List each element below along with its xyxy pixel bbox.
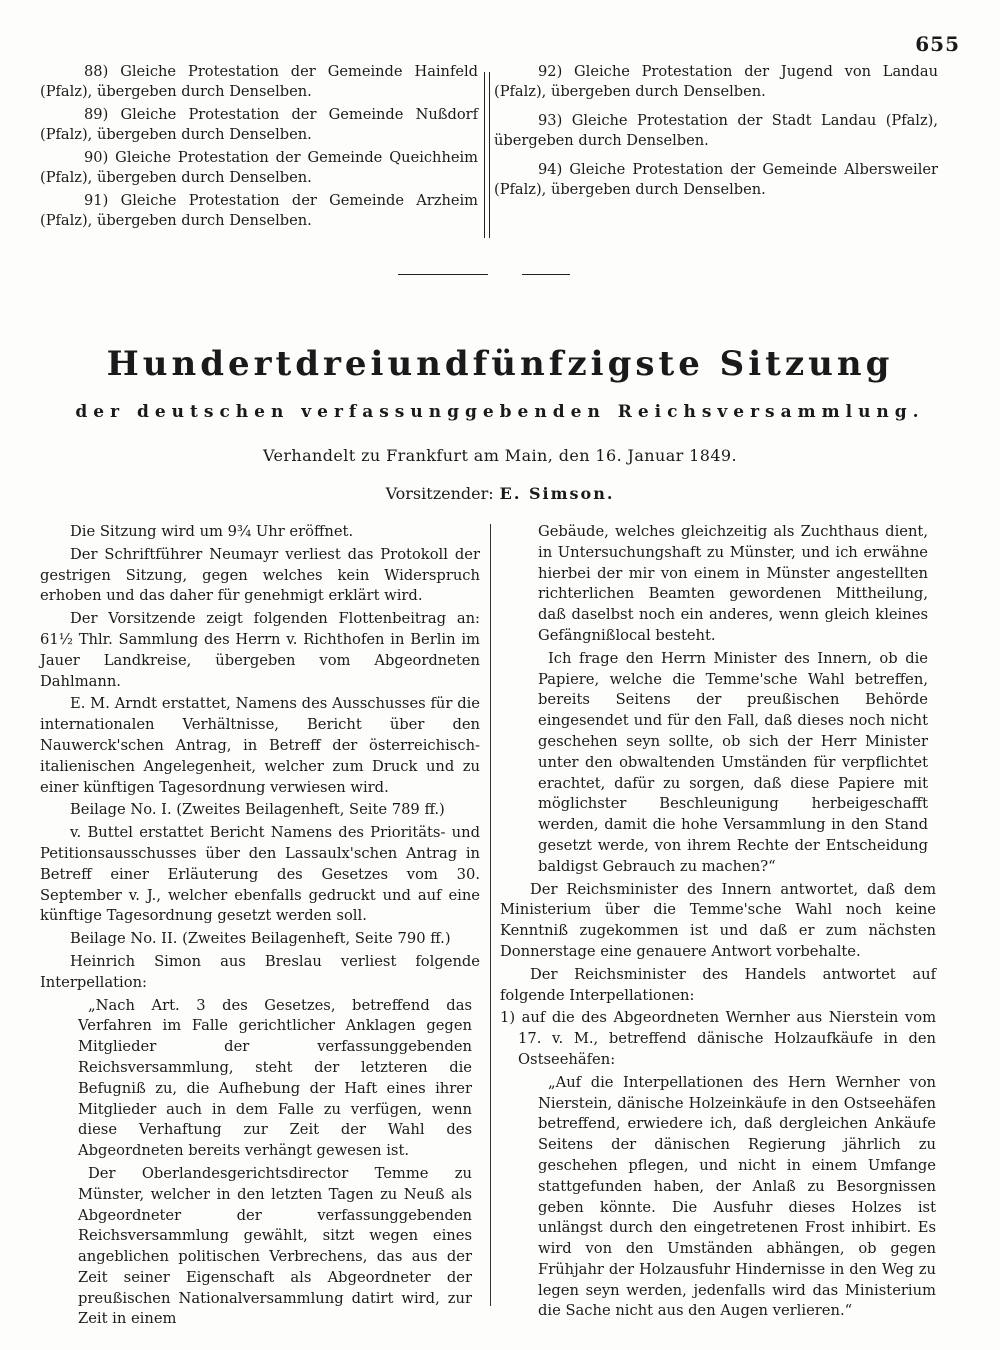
- previous-section-continuation: [0, 62, 1000, 242]
- protest-entry: [40, 62, 478, 101]
- protest-entry: [494, 111, 938, 150]
- separator-line: [398, 274, 488, 275]
- chair-label: Vorsitzender:: [385, 484, 494, 503]
- session-place-date: Verhandelt zu Frankfurt am Main, den 16. Januar 1849.: [263, 446, 737, 465]
- entry-text: Gleiche Protestation der Gemeinde Queichheim (Pfalz), übergeben durch Denselben.: [40, 149, 478, 186]
- paragraph: Die Sitzung wird um 9¾ Uhr eröffnet.: [70, 523, 354, 540]
- protest-entry: [40, 105, 478, 144]
- entry-number: 91): [84, 192, 109, 209]
- entry-number: 88): [84, 63, 109, 80]
- protest-entry: [494, 62, 938, 101]
- column-double-rule: [484, 72, 490, 238]
- quote-paragraph: Der Oberlandesgerichtsdirector Temme zu Münster, welcher in den letzten Tagen zu Neuß als Abgeordneter der verfassunggebenden Reichsversammlung gewählt, sitzt wegen eines angeblichen politischen Verbrechens, das aus der Zeit seiner Eigenschaft als Abgeordneter der preußischen Nationalversammlung datirt wird, zur Zeit in einem: [78, 1164, 472, 1328]
- column-rule: [490, 524, 491, 1306]
- paragraph: Der Vorsitzende zeigt folgenden Flottenbeitrag an: 61½ Thlr. Sammlung des Herrn v. Richthofen in Berlin im Jauer Landkreise, übergeben vom Abgeordneten Dahlmann.: [40, 610, 480, 690]
- entry-text: Gleiche Protestation der Gemeinde Albersweiler (Pfalz), übergeben durch Denselben.: [494, 161, 938, 198]
- previous-section-right-column: [494, 62, 938, 209]
- paragraph: E. M. Arndt erstattet, Namens des Ausschusses für die internationalen Verhältnisse, Bericht über den Nauwerck'schen Antrag, in Betreff der österreichisch-italienischen Angelegenheit, welcher zum Druck und zu einer künftigen Tagesordnung verwiesen wird.: [40, 695, 480, 796]
- paragraph: Der Schriftführer Neumayr verliest das Protokoll der gestrigen Sitzung, gegen welches kein Widerspruch erhoben und das daher für genehmigt erklärt wird.: [40, 545, 480, 605]
- entry-number: 90): [84, 149, 109, 166]
- entry-text: Gleiche Protestation der Stadt Landau (Pfalz), übergeben durch Denselben.: [494, 112, 938, 149]
- separator-line: [522, 274, 570, 275]
- entry-text: Gleiche Protestation der Gemeinde Nußdorf (Pfalz), übergeben durch Denselben.: [40, 106, 478, 143]
- list-item: 1) auf die des Abgeordneten Wernher aus Nierstein vom 17. v. M., betreffend dänische Holzaufkäufe in den Ostseehäfen:: [500, 1009, 936, 1068]
- paragraph: Der Reichsminister des Handels antwortet auf folgende Interpellationen:: [500, 965, 936, 1004]
- quote-paragraph: „Auf die Interpellationen des Hern Wernher von Nierstein, dänische Holzeinkäufe in den Ostseehäfen betreffend, erwiedere ich, daß dergleichen Ankäufe Seitens der dänischen Regierung jährlich zu geschehen pflegen, und nicht in einem Umfange stattgefunden haben, der Anlaß zu Besorgnissen geben könnte. Die Ausfuhr dieses Holzes ist unlängst durch den eingetretenen Frost inhibirt. Es wird von den Umständen abhängen, ob gegen Frühjahr der Holzausfuhr Hindernisse in den Weg zu legen seyn werden, jedenfalls wird das Ministerium die Sache nicht aus den Augen verlieren.“: [538, 1073, 936, 1320]
- entry-number: 92): [538, 63, 563, 80]
- protest-entry: [40, 191, 478, 230]
- quote-paragraph: Ich frage den Herrn Minister des Innern, ob die Papiere, welche die Temme'sche Wahl betreffen, bereits Seitens der preußischen Behörde eingesendet und für den Fall, daß dieses noch nicht geschehen seyn sollte, ob sich der Herr Minister unter den obwaltenden Umständen für verpflichtet erachtet, dafür zu sorgen, daß diese Papiere mit möglichster Beschleunigung herbeigeschafft werden, damit die hohe Versammlung in den Stand gesetzt werde, von ihrem Rechte der Entscheidung baldigst Gebrauch zu machen?“: [538, 649, 928, 875]
- quote-paragraph: Gebäude, welches gleichzeitig als Zuchthaus dient, in Untersuchungshaft zu Münster, und ich erwähne hierbei der mir von einem in Münster angestellten richterlichen Beamten gewordenen Mittheilung, daß daselbst noch ein anderes, wenn gleich kleines Gefängnißlocal besteht.: [538, 523, 928, 644]
- entry-text: Gleiche Protestation der Gemeinde Hainfeld (Pfalz), übergeben durch Denselben.: [40, 63, 479, 100]
- entry-text: Gleiche Protestation der Jugend von Landau (Pfalz), übergeben durch Denselben.: [494, 63, 938, 100]
- quote-paragraph: „Nach Art. 3 des Gesetzes, betreffend das Verfahren im Falle gerichtlicher Anklagen gegen Mitglieder der verfassunggebenden Reichsversammlung, steht der letzteren die Befugniß zu, die Aufhebung der Haft eines ihrer Mitglieder auch in dem Falle zu verfügen, wenn diese Verhaftung zur Zeit der Wahl des Abgeordneten bereits verhängt gewesen ist.: [78, 996, 472, 1160]
- right-text-column: [500, 522, 936, 1324]
- chair-name: E. Simson.: [499, 484, 615, 503]
- page-number: 655: [915, 32, 960, 56]
- previous-section-left-column: [40, 62, 478, 234]
- paragraph: Heinrich Simon aus Breslau verliest folgende Interpellation:: [40, 952, 480, 991]
- entry-number: 89): [84, 106, 109, 123]
- paragraph: v. Buttel erstattet Bericht Namens des Prioritäts- und Petitionsausschusses über den Lassaulx'schen Antrag in Betreff einer Erläuterung des Gesetzes vom 30. September v. J., welcher ebenfalls gedruckt und auf eine künftige Tagesordnung gesetzt werden soll.: [40, 824, 480, 925]
- paragraph: Beilage No. II. (Zweites Beilagenheft, Seite 790 ff.): [70, 930, 451, 948]
- entry-number: 94): [538, 161, 563, 178]
- protest-entry: [40, 148, 478, 187]
- protest-entry: [494, 160, 938, 199]
- left-text-column: [40, 522, 480, 1332]
- paragraph: Der Reichsminister des Innern antwortet, daß dem Ministerium über die Temme'sche Wahl noch keine Kenntniß zugekommen ist und daß er zum nächsten Donnerstage eine genauere Antwort vorbehalte.: [500, 880, 936, 960]
- entry-text: Gleiche Protestation der Gemeinde Arzheim (Pfalz), übergeben durch Denselben.: [40, 192, 479, 229]
- entry-number: 93): [538, 112, 563, 129]
- session-subtitle: der deutschen verfassunggebenden Reichsversammlung.: [75, 402, 925, 422]
- session-chair: [0, 484, 1000, 503]
- session-title: Hundertdreiundfünfzigste Sitzung: [106, 344, 894, 384]
- paragraph: Beilage No. I. (Zweites Beilagenheft, Seite 789 ff.): [70, 801, 445, 819]
